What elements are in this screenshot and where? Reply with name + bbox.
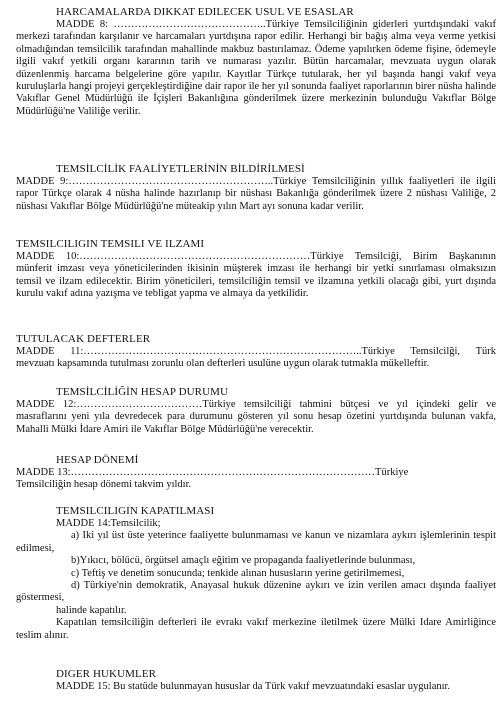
section-hesap-durumu (16, 386, 496, 436)
section-kapatilma (16, 505, 496, 642)
section-heading: TEMSİLCİLİĞİN HESAP DURUMU (56, 386, 229, 398)
section-harcamalar (16, 6, 496, 118)
article-13-line-2: Temsilciliğin hesap dönemi takvim yıldır. (16, 479, 192, 491)
section-defterler (16, 333, 496, 371)
section-hesap-donemi (16, 454, 496, 492)
article-13-line-1: MADDE 13:……………………………………………………………………………Türkiye (16, 467, 409, 478)
article-11-text: MADDE 11:……………………………………………………………………..Türkiye Temsilcilği, Türk mevzuatı kapsamında tutulması zorunlu olan defterleri usulüne uygun olarak tutmakla mükelleftir. (16, 346, 496, 370)
clause-d: d) Türkiye'nin demokratik, Anayasal hukuk düzenine aykırı ve izin verilen amacı dışında faaliyet göstermesi, (16, 580, 496, 604)
section-heading: TEMSILCILIGIN KAPATILMASI (56, 505, 215, 517)
clause-c: c) Teftiş ve denetim sonucunda; tenkide alınan hususların yerine getirilmemesi, (71, 567, 405, 579)
article-14-intro: MADDE 14:Temsilcilik; (56, 518, 161, 529)
section-heading: DIGER HUKUMLER (56, 668, 157, 680)
article-8-text: MADDE 8: ……………………………………..Türkiye Temsilciliğinin giderleri yurtdışındaki vakıf merkezi tarafından karşılanır ve harcamaları yurtdışına rapor edilir. Herhangi bir bağış alma veya verme yetkisi olmadığından temsilcilik tarafından mahallinde makbuz bastırılamaz. Ödeme yapılırken ödeme fişine, ödemeyle ilgili vakıf yetkili organı kararının tarih ve numarası yazılır. Bütün harcamalar, mevzuata uygun olarak düzenlenmiş harcama belgelerine göre yapılır. Kayıtlar Türkçe tutularak, her yıl başında hangi vakıf veya kuruluşlarla hangi projeyi gerçekleştirdiğine dair rapor ile her yıl sonunda faaliyet raporlarının birer nüsha halinde Vakıflar Genel Müdürlüğü ile İçişleri Bakanlığına gönderilmek üzere merkezinin bulunduğu Vakıflar Bölge Müdürlüğü'ne Valiliğe verilir. (16, 19, 496, 117)
article-15-text: MADDE 15: Bu statüde bulunmayan hususlar da Türk vakıf mevzuatındaki esaslar uygulanır. (56, 681, 451, 692)
clause-d-continuation: halinde kapatılır. (56, 604, 127, 616)
closing-text: Kapatılan temsilciliğin defterleri ile evrakı vakıf merkezine iletilmek üzere Mülki Idare Amirliğince teslim alınır. (16, 617, 496, 641)
clause-a: a) Iki yıl üst üste yeterince faaliyette bulunmaması ve kanun ve nizamlara aykırı işlemlerinin tespit edilmesi, (16, 530, 496, 554)
clause-b: b)Yıkıcı, bölücü, örgütsel amaçlı eğitim ve propaganda faaliyetlerinde bulunması, (71, 555, 416, 567)
section-heading: TEMSILCILIGIN TEMSILI VE ILZAMI (16, 238, 205, 250)
section-heading: TUTULACAK DEFTERLER (16, 333, 151, 345)
section-heading: HESAP DÖNEMİ (56, 454, 139, 466)
article-9-text: MADDE 9:…………………………………………………..Türkiye Temsilciliğinin yıllık faaliyetleri ile ilgili rapor Türkçe olarak 4 nüsha halinde hazırlanıp bir nüshası Bakanlığa gönderilmek üzere 2 nüshası Valiliğe, 2 nüshası Vakıflar Bölge Müdürlüğü'ne müteakip yılın Mart ayı sonuna kadar verilir. (16, 176, 496, 212)
section-diger-hukumler (16, 668, 496, 693)
article-10-text: MADDE 10:…………………………………………………………Türkiye Temsilciği, Birim Başkanının münferit imzası veya yöneticilerinden ikisinin müşterek imzası ile herhangi bir yetki sınırlaması olmaksızın temsil ve ilzam edilecektir. Birim yöneticileri, temsilciliğin temsil ve ilzamına yetkili olacağı gibi, yurt dışında kurulu vakıf adına yazışma ve tebligat yapma ve almaya da yetkilidir. (16, 251, 496, 300)
section-heading: HARCAMALARDA DIKKAT EDILECEK USUL VE ESASLAR (56, 6, 354, 18)
section-temsil-ilzam (16, 238, 496, 301)
section-heading: TEMSİLCİLİK FAALİYETLERİNİN BİLDİRİLMESİ (56, 163, 305, 175)
section-faaliyet-bildirimi (16, 163, 496, 213)
article-12-text: MADDE 12:………………………………Türkiye temsilciliği tahmini bütçesi ve yıl içindeki gelir ve masraflarını yeni yıla devredecek para durumunu gösteren yıl sonu hesap özetini yurtdışında bulunan vakfa, Mahalli Mülki İdare Amiri ile Vakıflar Bölge Müdürlüğü'ne verecektir. (16, 399, 496, 435)
